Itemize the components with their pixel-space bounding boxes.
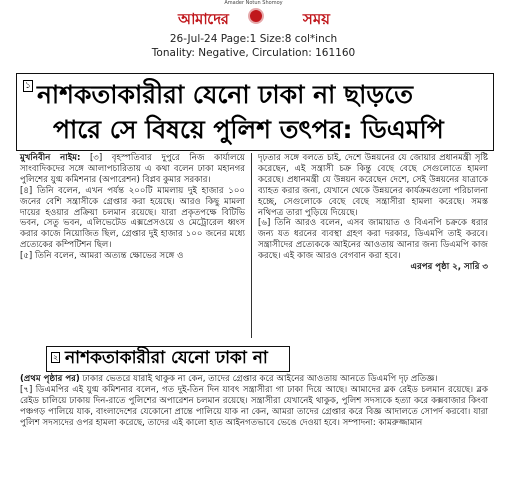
clipping-meta-line1: 26-Jul-24 Page:1 Size:8 col*inch (169, 33, 338, 45)
continuation-paragraph-7: [৭] ডিএমপির এই যুগ্ম কমিশনার বলেন, গত দুই-তিন দিন যাবৎ সন্ত্রাসীরা গা ঢাকা দিয়ে আছে। আমাদের ব্লক রেইড চলমান রয়েছে। ব্লক রেইড চালিয়ে ঢাকায় দিন-রাতে পুলিশের অপারেশন চলমান রয়েছে। সন্ত্রাসীরা যেখানেই থাকুক, পুলিশ সদস্যকে হত্যা করে কক্সবাজার কিংবা পঞ্চগড় পালিয়ে যাক, বাংলাদেশের যেকোনো প্রান্তে পালিয়ে যাক না কেন, আমরা তাদের গ্রেপ্তার করে বিজ্ঞ আদালতে সোপর্দ করবো। যারা পুলিশ সদস্যদের ওপর হামলা করেছে, তাদের এই কালো হাত আইনগতভাবে ভেঙে দেওয়া হবে। সম্পাদনা: কামরুজ্জামান (20, 384, 488, 428)
article-left-column (20, 153, 245, 338)
continuation-lead-label: (প্রথম পৃষ্ঠার পর) (20, 374, 80, 384)
headline-line-2: পারে সে বিষয়ে পুলিশ তৎপর: ডিএমপি (53, 115, 444, 144)
headline-marker-icon: ১ (25, 81, 31, 91)
continuation-body (20, 374, 488, 484)
newspaper-logo (178, 6, 330, 28)
article-right-column (258, 153, 488, 338)
continuation-paragraph-1: ঢাকার ভেতরে যারাই থাকুক না কেন, তাদের গ্রেপ্তার করে আইনের আওতায় আনতে ডিএমপি দৃঢ় প্রতিজ্ঞ। (82, 374, 438, 384)
paragraph-5-start: [৫] তিনি বলেন, আমরা অত্যন্ত ক্ষোভের সঙ্গে ও (20, 251, 184, 262)
headline-line-1: নাশকতাকারীরা যেনো ঢাকা না ছাড়তে (37, 80, 414, 109)
byline: মুখনিবীন নাইম: (20, 153, 81, 163)
continued-note: এরপর পৃষ্ঠা ২, সারি ৩ (410, 262, 488, 273)
logo-name-right: সময় (302, 10, 330, 28)
column-divider (251, 153, 252, 338)
paragraph-6: [৬] তিনি আরও বলেন, এসব জামায়াত ও বিএনপি চক্রকে ধরার জন্য যত ধরনের ব্যবস্থা গ্রহণ করা দরকার, ডিএমপি তাই করবে। সন্ত্রাসীদের প্রত্যেককে আইনের আওতায় আনার জন্য ডিএমপি কাজ করছে। এই কাজ আরও বেগবান করা হবে। (258, 218, 488, 262)
masthead-tagline: Amader Notun Shomoy (224, 0, 283, 6)
continuation-marker-icon: ২ (53, 353, 59, 362)
paragraph-5-cont: দৃঢ়তার সঙ্গে বলতে চাই, দেশে উন্নয়নের যে জোয়ার প্রধানমন্ত্রী সৃষ্টি করেছেন, এই সন্ত্রাসী চক্র কিন্তু বেছে বেছে সেগুলোতে হামলা করেছে। প্রধানমন্ত্রী যে উন্নয়ন করেছেন দেশে, সেই উন্নয়নের যাত্রাকে ব্যাহত করার জন্য, যেখানে থেকে উন্নয়নের কার্যক্রমগুলো পরিচালনা হচ্ছে, সেগুলোকে বেছে বেছে সন্ত্রাসীরা হামলা করেছে। সমস্ত নথিপত্র তারা পুড়িয়ে দিয়েছে। (258, 153, 488, 218)
logo-name-left: আমাদের (178, 10, 229, 28)
headline-box (16, 73, 494, 151)
logo-sun-icon (248, 8, 264, 24)
continuation-headline: নাশকতাকারীরা যেনো ঢাকা না (65, 348, 268, 368)
paragraph-3: [৩] বৃহস্পতিবার দুপুরে নিজ কার্যালয়ে সাংবাদিকদের সঙ্গে আলাপচারিতায় এ কথা বলেন ঢাকা মহানগর পুলিশের যুগ্ম কমিশনার (অপারেশন) বিপ্লব কুমার সরকার। (20, 153, 245, 185)
clipping-meta-line2: Tonality: Negative, Circulation: 161160 (151, 47, 356, 59)
paragraph-4: [৪] তিনি বলেন, এখন পর্যন্ত ২০০টি মামলায় দুই হাজার ১০০ জনের বেশি সন্ত্রাসীকে গ্রেপ্তার করা হয়েছে। আরও কিছু মামলা দায়ের হওয়ার প্রক্রিয়া চলমান রয়েছে। যারা প্রকৃতপক্ষে বিটিভি ভবন, সেতু ভবন, এলিভেটেড এক্সপ্রেসওয়ে ও মেট্রোরেল ধ্বংস করার কাজে নিয়োজিত ছিল, গ্রেপ্তার দুই হাজার ১০০ জনের মধ্যে প্রত্যেকের কম্পিটিশন ছিল। (20, 185, 245, 251)
continuation-headline-box (46, 346, 290, 372)
